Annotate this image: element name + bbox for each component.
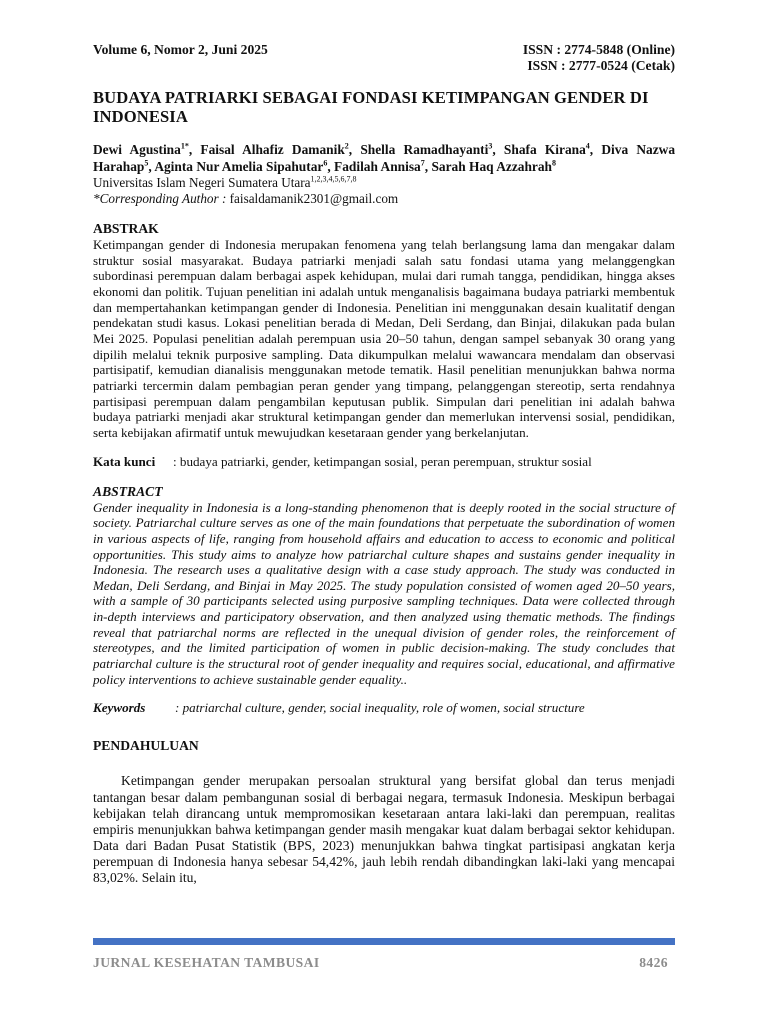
corresponding-author (93, 191, 675, 207)
author-sup: 3 (488, 141, 493, 151)
keywords-label: Keywords (93, 700, 146, 716)
author-name: Dewi Agustina (93, 142, 181, 157)
author-sup: 4 (585, 141, 590, 151)
author-sup: 7 (420, 158, 425, 168)
author-name: Fadilah Annisa (334, 159, 421, 174)
page-number: 8426 (639, 955, 668, 970)
author-sup: 8 (552, 158, 556, 168)
kata-kunci (93, 454, 675, 470)
affiliation-name: Universitas Islam Negeri Sumatera Utara (93, 175, 311, 190)
affiliation-sup: 1,2,3,4,5,6,7,8 (310, 174, 357, 184)
volume-info: Volume 6, Nomor 2, Juni 2025 (93, 42, 268, 57)
affiliation (93, 175, 675, 191)
author-name: Diva Nazwa Harahap (93, 142, 676, 174)
journal-name: JURNAL KESEHATAN TAMBUSAI (93, 955, 320, 970)
issn-block (523, 42, 675, 74)
page-footer (93, 955, 668, 971)
corresponding-label: *Corresponding Author : (93, 191, 227, 206)
author-sup: 6 (323, 158, 328, 168)
author-name: Shella Ramadhayanti (360, 142, 489, 157)
author-name: Shafa Kirana (503, 142, 586, 157)
abstrak-text: Ketimpangan gender di Indonesia merupakan fenomena yang telah berlangsung lama dan mengakar dalam struktur sosial masyarakat. Budaya patriarki menjadi salah satu fondasi utama yang melanggengkan subordinasi perempuan dalam berbagai aspek kehidupan, mulai dari rumah tangga, pendidikan, hingga akses ekonomi dan politik. Tujuan penelitian ini adalah untuk menganalisis bagaimana budaya patriarki membentuk dan mempertahankan ketimpangan gender di Indonesia. Penelitian ini menggunakan desain kualitatif dengan pendekatan studi kasus. Lokasi penelitian berada di Medan, Deli Serdang, dan Binjai, dilakukan pada bulan Mei 2025. Populasi penelitian adalah perempuan usia 20–50 tahun, dengan sampel sebanyak 30 orang yang dipilih melalui teknik purposive sampling. Data dikumpulkan melalui wawancara mendalam dan observasi partisipatif, kemudian dianalisis menggunakan metode tematik. Hasil penelitian menunjukkan bahwa norma patriarki tercermin dalam pembagian peran gender yang timpang, pelanggengan stereotip, serta rendahnya partisipasi perempuan dalam pengambilan keputusan publik. Simpulan dari penelitian ini adalah bahwa budaya patriarki menjadi akar struktural ketimpangan gender dan memerlukan intervensi sosial, pendidikan, serta kebijakan afirmatif untuk mewujudkan kesetaraan gender yang berkelanjutan. (93, 237, 675, 440)
issn-online: ISSN : 2774-5848 (Online) (522, 42, 675, 57)
abstrak-heading: ABSTRAK (93, 221, 159, 236)
pendahuluan-text: Ketimpangan gender merupakan persoalan struktural yang bersifat global dan terus menjadi tantangan besar dalam pembangunan sosial di berbagai negara, termasuk Indonesia. Meskipun berbagai kebijakan telah dirancang untuk mempromosikan kesetaraan antara laki-laki dan perempuan, realitas empiris menunjukkan bahwa ketimpangan gender masih mengakar kuat dalam berbagai sektor kehidupan. Data dari Badan Pusat Statistik (BPS, 2023) menunjukkan bahwa tingkat partisipasi angkatan kerja perempuan di Indonesia hanya sebesar 54,42%, jauh lebih rendah dibandingkan laki-laki yang mencapai 83,02%. Selain itu, (93, 773, 675, 885)
footer-rule (93, 938, 675, 945)
issn-print: ISSN : 2777-0524 (Cetak) (527, 58, 675, 73)
journal-header (93, 42, 675, 74)
author-sup: 2 (344, 141, 349, 151)
keywords (93, 700, 675, 716)
abstrak-section (93, 221, 675, 470)
author-sup: 1* (180, 141, 189, 151)
paper-title: BUDAYA PATRIARKI SEBAGAI FONDASI KETIMPANGAN GENDER DI INDONESIA (93, 88, 649, 126)
author-list: Dewi Agustina$^{1*}$, Faisal Alhafiz Damanik$^2$, Shella Ramadhayanti$^3$, Shafa Kirana$^4$, Diva Nazwa Harahap$^5$, Aginta Nur Amelia Sipahutar$^6$, Fadilah Annisa$^7$, Sarah Haq Azzahrah$^8$ (93, 141, 676, 174)
author-sup: 5 (144, 158, 149, 168)
abstract-text: Gender inequality in Indonesia is a long-standing phenomenon that is deeply rooted in the social structure of society. Patriarchal culture serves as one of the main foundations that perpetuate the subordination of women in various aspects of life, ranging from household affairs and education to access to economic and political opportunities. This study aims to analyze how patriarchal culture shapes and sustains gender inequality in Indonesia. The research uses a qualitative design with a case study approach. The study was conducted in Medan, Deli Serdang, and Binjai in May 2025. The study population consisted of women aged 20–50 years, with a sample of 30 participants selected using purposive sampling techniques. Data were collected through in-depth interviews and participatory observation, and then analyzed using thematic methods. The findings reveal that patriarchal norms are reflected in the unequal division of gender roles, the reinforcement of stereotypes, and the limited participation of women in public decision-making. The study concludes that patriarchal culture is the structural root of gender inequality and requires social, educational, and affirmative policy interventions to achieve sustainable gender equality.. (93, 499, 675, 687)
author-name: Sarah Haq Azzahrah (431, 159, 552, 174)
keywords-values: : patriarchal culture, gender, social inequality, role of women, social structure (175, 700, 585, 716)
corresponding-email: faisaldamanik2301@gmail.com (229, 191, 399, 206)
author-name: Aginta Nur Amelia Sipahutar (154, 159, 324, 174)
paper-page (93, 42, 675, 886)
kata-kunci-values: : budaya patriarki, gender, ketimpangan sosial, peran perempuan, struktur sosial (173, 453, 592, 469)
pendahuluan-section (93, 738, 675, 886)
abstract-section (93, 484, 675, 717)
pendahuluan-heading: PENDAHULUAN (93, 738, 199, 754)
kata-kunci-label: Kata kunci (93, 453, 156, 469)
author-name: Faisal Alhafiz Damanik (200, 142, 345, 157)
abstract-heading: ABSTRACT (93, 483, 163, 499)
